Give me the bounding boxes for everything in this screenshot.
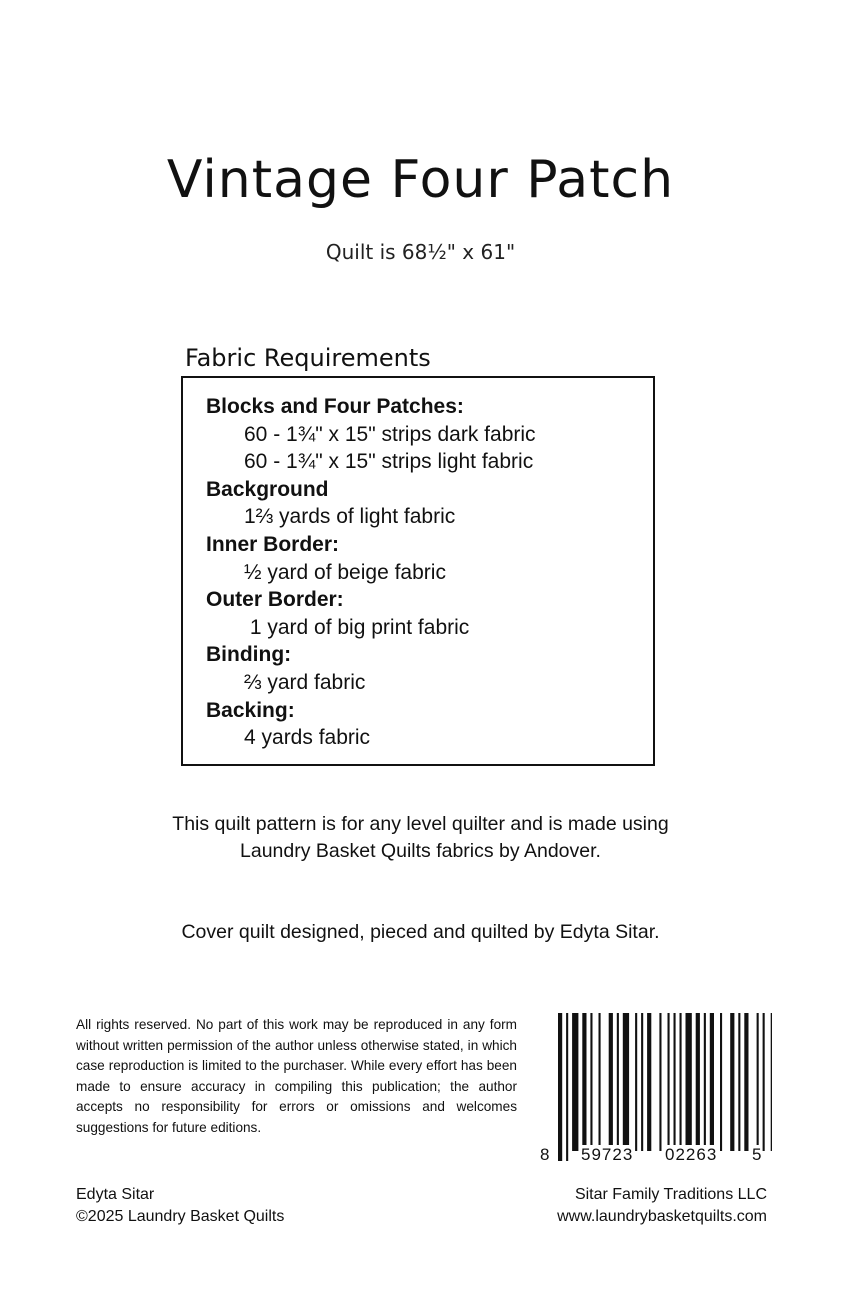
quilt-size: Quilt is 68½" x 61": [325, 240, 516, 264]
footer-right: [557, 1184, 767, 1228]
rights-notice: All rights reserved. No part of this work may be reproduced in any form without written permission of the author unless otherwise stated, in which case reproduction is limited to the purchaser. While every effort has been made to ensure accuracy in compiling this publication; the author accepts no responsibility for errors or omissions and welcomes suggestions for future editions.: [76, 1017, 517, 1135]
item-binding-fabric: ⅔ yard fabric: [244, 670, 366, 694]
category-outer-border: Outer Border:: [206, 588, 344, 612]
footer-left: [76, 1184, 284, 1228]
fabric-requirements-heading: Fabric Requirements: [185, 344, 431, 372]
designer-credit: Cover quilt designed, pieced and quilted by Edyta Sitar.: [181, 921, 660, 943]
category-blocks: Blocks and Four Patches:: [206, 395, 464, 418]
item-inner-border-fabric: ½ yard of beige fabric: [244, 560, 446, 584]
barcode-first-digit: 8: [540, 1145, 550, 1164]
category-backing: Backing:: [206, 698, 295, 722]
barcode-left-digits: 59723: [581, 1145, 634, 1164]
barcode-right-digits: 02263: [665, 1145, 718, 1164]
barcode: [538, 1013, 772, 1173]
description-line-1: This quilt pattern is for any level quilter and is made using: [172, 813, 669, 835]
fabric-requirements-list: [206, 393, 646, 752]
barcode-bars: [538, 1013, 772, 1173]
category-background: Background: [206, 477, 329, 501]
pattern-title: Vintage Four Patch: [166, 150, 675, 210]
pattern-description: [0, 811, 841, 865]
company-name: Sitar Family Traditions LLC: [574, 1186, 767, 1203]
item-light-strips: 60 - 1¾" x 15" strips light fabric: [244, 450, 534, 474]
copyright-line: ©2025 Laundry Basket Quilts: [76, 1208, 285, 1225]
category-binding: Binding:: [206, 643, 292, 667]
website-link[interactable]: www.laundrybasketquilts.com: [557, 1208, 767, 1225]
barcode-last-digit: 5: [752, 1145, 762, 1164]
item-backing-fabric: 4 yards fabric: [244, 726, 371, 750]
item-dark-strips: 60 - 1¾" x 15" strips dark fabric: [244, 422, 536, 446]
description-line-2: Laundry Basket Quilts fabrics by Andover.: [240, 840, 601, 862]
item-background-fabric: 1⅔ yards of light fabric: [244, 505, 456, 529]
author-name: Edyta Sitar: [76, 1186, 155, 1203]
item-outer-border-fabric: 1 yard of big print fabric: [244, 615, 470, 639]
category-inner-border: Inner Border:: [206, 532, 340, 556]
